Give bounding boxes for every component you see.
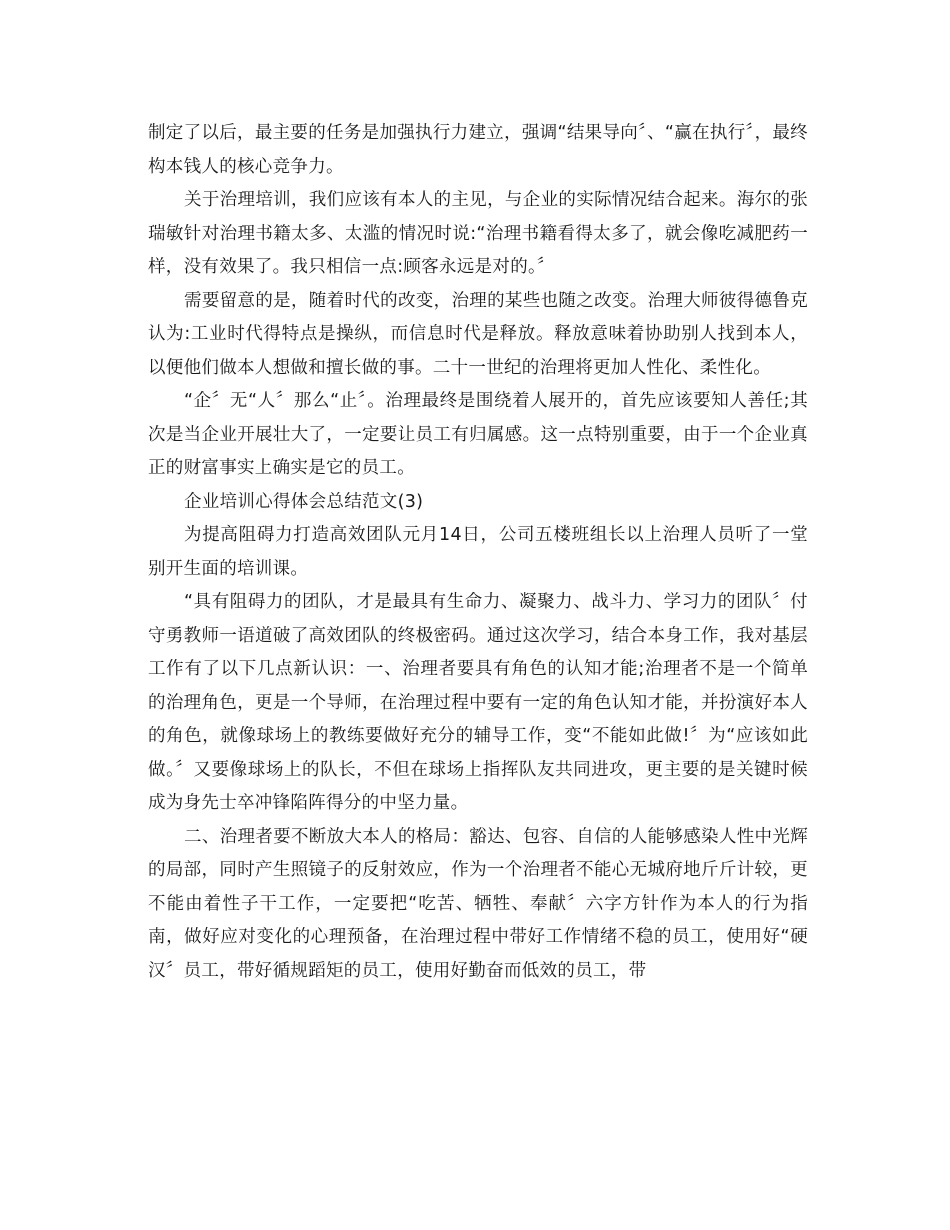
paragraph-drucker: 需要留意的是，随着时代的改变，治理的某些也随之改变。治理大师彼得德鲁克认为:工业时代得特点是操纵，而信息时代是释放。释放意味着协助别人找到本人，以便他们做本人想做和擅长做的事。二十一世纪的治理将更加人性化、柔性化。 [148,290,808,378]
paragraph-point-two: 二、治理者要不断放大本人的格局：豁达、包容、自信的人能够感染人性中光辉的局部，同时产生照镜子的反射效应，作为一个治理者不能心无城府地斤斤计较，更不能由着性子干工作，一定要把“吃苦、牺牲、奉献〞六字方针作为本人的行为指南，做好应对变化的心理预备，在治理过程中带好工作情绪不稳的员工，使用好“硬汉〞员工，带好循规蹈矩的员工，使用好勤奋而低效的员工，带 [148,826,808,981]
paragraph-training-intro: 为提高阻碍力打造高效团队元月14日，公司五楼班组长以上治理人员听了一堂别开生面的培训课。 [148,525,808,579]
section-heading: 企业培训心得体会总结范文(3) [184,491,424,512]
paragraph-management-training: 关于治理培训，我们应该有本人的主见，与企业的实际情况结合起来。海尔的张瑞敏针对治理书籍太多、太滥的情况时说:“治理书籍看得太多了，就会像吃减肥药一样，没有效果了。我只相信一点:顾客永远是对的。〞 [148,190,808,277]
paragraph-continuation: 制定了以后，最主要的任务是加强执行力建立，强调“结果导向〞、“赢在执行〞，最终构本钱人的核心竞争力。 [148,123,808,177]
paragraph-people: “企〞无“人〞那么“止〞。治理最终是围绕着人展开的，首先应该要知人善任;其次是当企业开展壮大了，一定要让员工有归属感。这一点特别重要，由于一个企业真正的财富事实上确实是它的员工。 [148,391,808,478]
document-body [148,117,808,988]
paragraph-point-one: “具有阻碍力的团队，才是最具有生命力、凝聚力、战斗力、学习力的团队〞付守勇教师一语道破了高效团队的终极密码。通过这次学习，结合本身工作，我对基层工作有了以下几点新认识：一、治理者要具有角色的认知才能;治理者不是一个简单的治理角色，更是一个导师，在治理过程中要有一定的角色认知才能，并扮演好本人的角色，就像球场上的教练要做好充分的辅导工作，变“不能如此做!〞为“应该如此做。〞又要像球场上的队长，不但在球场上指挥队友共同进攻，更主要的是关键时候成为身先士卒冲锋陷阵得分的中坚力量。 [148,592,808,813]
